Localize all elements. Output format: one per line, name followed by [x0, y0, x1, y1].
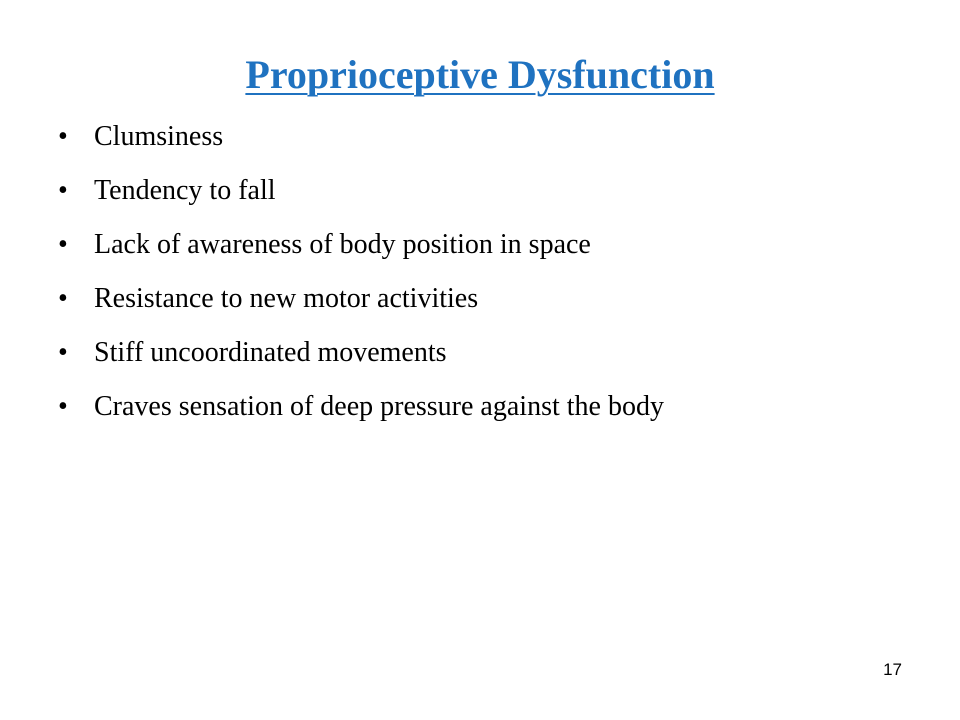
- bullet-icon: •: [58, 337, 68, 368]
- bullet-icon: •: [58, 391, 68, 422]
- bullet-item: [58, 220, 664, 274]
- bullet-text: Stiff uncoordinated movements: [94, 337, 447, 368]
- bullet-item: [58, 274, 664, 328]
- bullet-text: Tendency to fall: [94, 175, 276, 206]
- bullet-text: Clumsiness: [94, 121, 224, 152]
- bullet-list: [58, 112, 664, 436]
- bullet-item: [58, 112, 664, 166]
- bullet-text: Resistance to new motor activities: [94, 283, 479, 314]
- bullet-icon: •: [58, 229, 68, 260]
- page-number: 17: [883, 660, 902, 679]
- bullet-text: Lack of awareness of body position in space: [94, 229, 591, 260]
- bullet-item: [58, 328, 664, 382]
- bullet-icon: •: [58, 283, 68, 314]
- bullet-item: [58, 382, 664, 436]
- bullet-item: [58, 166, 664, 220]
- bullet-icon: •: [58, 175, 68, 206]
- bullet-text: Craves sensation of deep pressure against the body: [94, 391, 664, 422]
- bullet-icon: •: [58, 121, 68, 152]
- slide-title: Proprioceptive Dysfunction: [245, 52, 715, 97]
